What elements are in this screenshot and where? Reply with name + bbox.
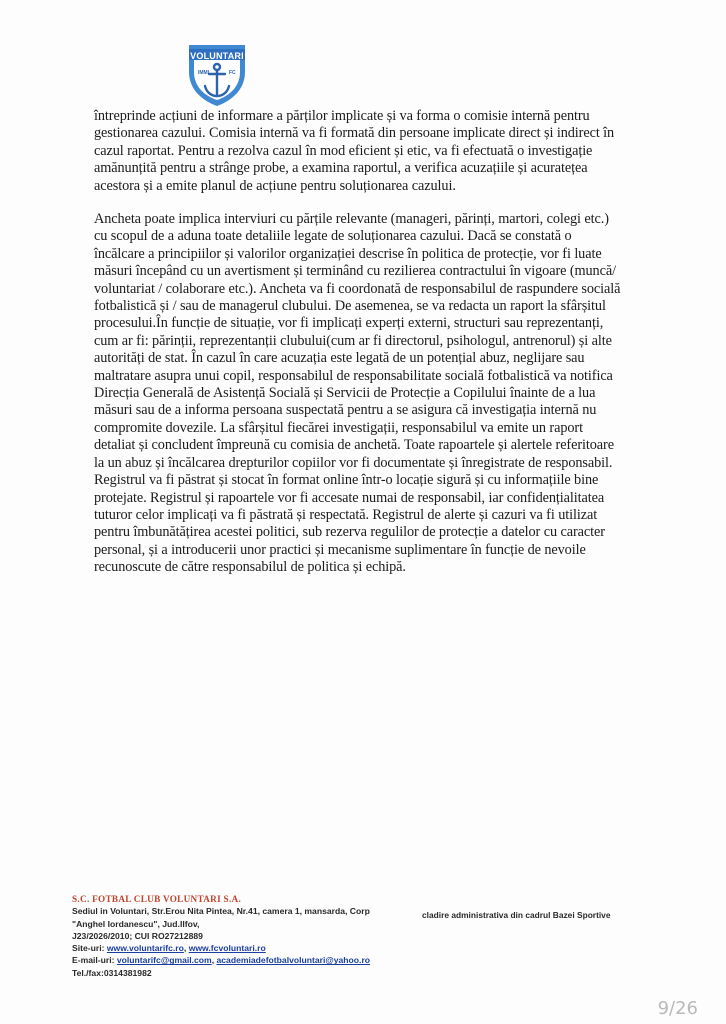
text-line: Registrul va fi păstrat și stocat în format online într-o locație sigură și cu informațiile bine: [94, 472, 599, 489]
address-line: "Anghel Iordanescu", Jud.Ilfov,: [72, 918, 200, 929]
logo-left-mark: IMMI: [198, 70, 210, 76]
paragraph-1: [94, 108, 642, 195]
text-line: autorități de stat. În cazul în care acuzația este legată de un potențial abuz, neglijare sau: [94, 350, 585, 367]
text-line: cum ar fi: părinții, reprezentanții clubului(cum ar fi directorul, psihologul, antrenorul) și alte: [94, 332, 612, 349]
text-line: recunoscute de către responsabilul de politica și echipă.: [94, 559, 406, 576]
text-line: compromite dovezile. La sfârșitul fiecărei investigații, responsabilul va emite un raport: [94, 419, 583, 436]
email-link[interactable]: voluntarifc@gmail.com: [116, 955, 212, 966]
websites-line: [72, 942, 632, 954]
phone-line: Tel./fax:0314381982: [72, 967, 152, 978]
text-line: amănunțită pentru a strânge probe, a examina raportul, a verifica acuzațiile și acuratețea: [94, 160, 588, 177]
text-line: acestora și a emite planul de acțiune pentru soluționarea cazului.: [94, 177, 456, 194]
text-line: pentru îmbunătățirea acestei politici, sub rezerva regulilor de protecție a datelor cu caracter: [94, 524, 605, 541]
separator: ,: [183, 943, 189, 954]
emails-label: E-mail-uri:: [72, 955, 117, 966]
company-name: S.C. FOTBAL CLUB VOLUNTARI S.A.: [72, 894, 242, 904]
page-indicator: 9/26: [657, 998, 698, 1019]
text-line: Direcția Generală de Asistență Socială și Servicii de Protecție a Copilului înainte de a lua: [94, 385, 596, 402]
text-line: detaliat și concludent împreună cu comisia de anchetă. Toate rapoartele și alertele referitoare: [94, 437, 614, 454]
text-line: tuturor celor implicați va fi păstrată și respectată. Registrul de alerte și cazuri va fi utilizat: [94, 506, 598, 523]
emails-line: [72, 954, 632, 966]
website-link[interactable]: www.fcvoluntari.ro: [188, 943, 266, 954]
paragraph-2: [94, 211, 642, 577]
building-note: cladire administrativa din cadrul Bazei Sportive: [422, 910, 611, 920]
text-line: personal, și a introducerii unor practici și mecanisme suplimentare în funcție de nevoile: [94, 541, 586, 558]
logo-wordmark: VOLUNTARI: [190, 51, 244, 61]
club-logo: [186, 42, 248, 108]
text-line: la un abuz și încălcarea drepturilor copiilor vor fi documentate și înregistrate de responsabil.: [94, 454, 613, 471]
text-line: procesului.În funcție de situație, vor fi implicați experți externi, structuri sau reprezentanți,: [94, 315, 604, 332]
text-line: protejate. Registrul și rapoartele vor fi accesate numai de responsabil, iar confidențialitatea: [94, 489, 605, 506]
text-line: cazul raportat. Pentru a rezolva cazul în mod eficient și etic, va fi efectuată o investigație: [94, 142, 593, 159]
email-link[interactable]: academiadefotbalvoluntari@yahoo.ro: [216, 955, 371, 966]
logo-right-mark: FC: [229, 70, 236, 76]
text-line: încălcare a principiilor și valorilor organizației descrise în politica de protecție, vor fi luate: [94, 245, 602, 262]
websites-label: Site-uri:: [72, 943, 107, 954]
separator: ,: [211, 955, 217, 966]
website-link[interactable]: www.voluntarifc.ro: [106, 943, 184, 954]
text-line: întreprinde acțiuni de informare a părților implicate și va forma o comisie internă pentru: [94, 108, 590, 124]
text-line: fotbalistică și / sau de managerul clubului. De asemenea, se va redacta un raport la sfârșitul: [94, 298, 606, 315]
text-line: măsuri începând cu un avertisment și terminând cu rezilierea contractului în vigoare (muncă/: [94, 263, 616, 280]
text-line: voluntariat / colaborare etc.). Ancheta va fi coordonată de responsabilul de raspundere socială: [94, 280, 621, 297]
text-line: cu scopul de a aduna toate detaliile legate de soluționarea cazului. Dacă se constată o: [94, 228, 572, 245]
text-line: maltratare asupra unui copil, responsabilul de responsabilitate socială fotbalistică va notifica: [94, 367, 613, 384]
text-line: Ancheta poate implica interviuri cu părțile relevante (manageri, părinți, martori, colegi etc.): [94, 211, 609, 227]
text-line: măsuri sau de a informa persoana suspectată pentru a se asigura că investigația internă nu: [94, 402, 597, 419]
letterhead-footer: [72, 893, 632, 979]
address-line: Sediul in Voluntari, Str.Erou Nita Pintea, Nr.41, camera 1, mansarda, Corp: [72, 906, 370, 917]
registration-info: J23/2026/2010; CUI RO27212889: [72, 930, 203, 941]
text-line: gestionarea cazului. Comisia internă va fi formată din persoane implicate direct și indirect în: [94, 125, 615, 142]
